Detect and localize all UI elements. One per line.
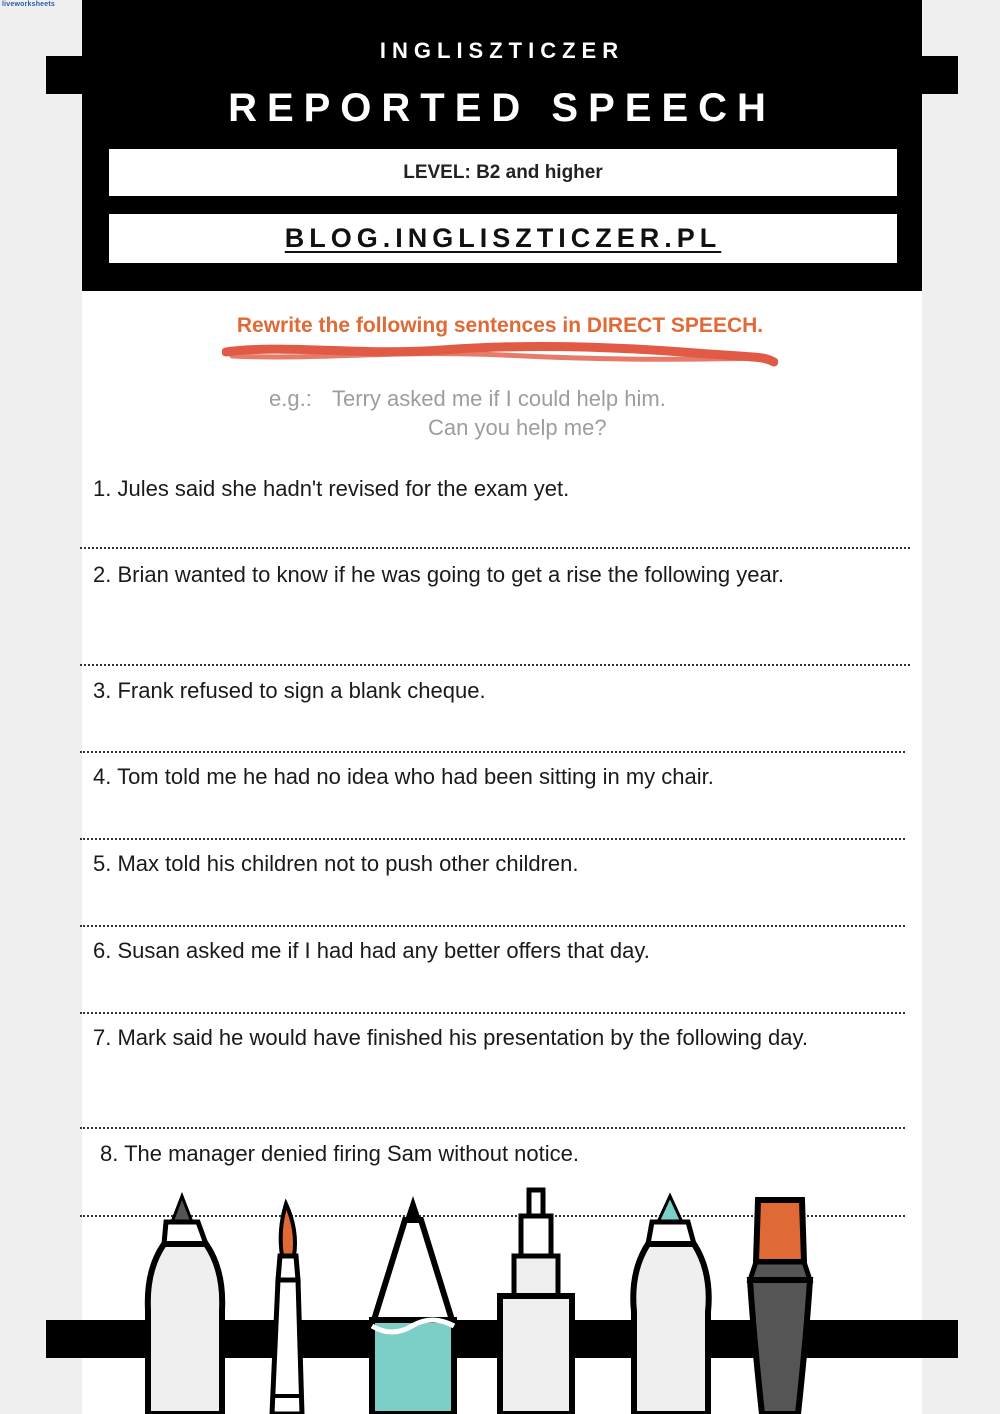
level-box bbox=[109, 149, 897, 196]
question-7: 7. Mark said he would have finished his presentation by the following day. bbox=[93, 1025, 809, 1050]
question-1: 1. Jules said she hadn't revised for the exam yet. bbox=[93, 476, 570, 501]
pencil-icon bbox=[372, 1196, 454, 1414]
level-label: LEVEL: B2 and higher bbox=[403, 161, 603, 183]
brush-large-icon bbox=[750, 1200, 810, 1414]
blog-link[interactable]: BLOG.INGLISZTICZER.PL bbox=[284, 223, 722, 253]
answer-line-6[interactable] bbox=[80, 1012, 905, 1014]
answer-line-7[interactable] bbox=[80, 1127, 905, 1129]
answer-line-3[interactable] bbox=[80, 751, 905, 753]
watermark: liveworksheets bbox=[2, 1, 55, 8]
question-2: 2. Brian wanted to know if he was going to get a rise the following year. bbox=[93, 562, 784, 587]
instruction-text: Rewrite the following sentences in DIRECT SPEECH. bbox=[236, 314, 764, 337]
blog-box bbox=[109, 214, 897, 263]
brand-name: INGLISZTICZER bbox=[379, 38, 625, 63]
page-title: REPORTED SPEECH bbox=[228, 86, 776, 130]
question-6: 6. Susan asked me if I had had any better offers that day. bbox=[93, 938, 650, 963]
example-direct: Can you help me? bbox=[428, 415, 607, 440]
answer-line-5[interactable] bbox=[80, 925, 905, 927]
fineliner-icon bbox=[500, 1190, 572, 1414]
question-4: 4. Tom told me he had no idea who had been sitting in my chair. bbox=[93, 764, 714, 789]
question-5: 5. Max told his children not to push other children. bbox=[93, 851, 579, 876]
answer-line-4[interactable] bbox=[80, 838, 905, 840]
example-reported: Terry asked me if I could help him. bbox=[332, 386, 666, 411]
question-3: 3. Frank refused to sign a blank cheque. bbox=[93, 678, 486, 703]
answer-line-1[interactable] bbox=[80, 547, 910, 549]
header-block bbox=[82, 0, 922, 291]
brush-small-icon bbox=[272, 1204, 302, 1414]
brush-stroke-underline bbox=[222, 340, 778, 370]
answer-line-2[interactable] bbox=[80, 664, 910, 666]
example-label: e.g.: bbox=[269, 386, 312, 411]
pens-illustration bbox=[0, 1180, 1000, 1414]
question-8: 8. The manager denied firing Sam without notice. bbox=[100, 1141, 579, 1166]
marker-gray-icon bbox=[148, 1196, 222, 1414]
marker-teal-icon bbox=[633, 1196, 708, 1414]
